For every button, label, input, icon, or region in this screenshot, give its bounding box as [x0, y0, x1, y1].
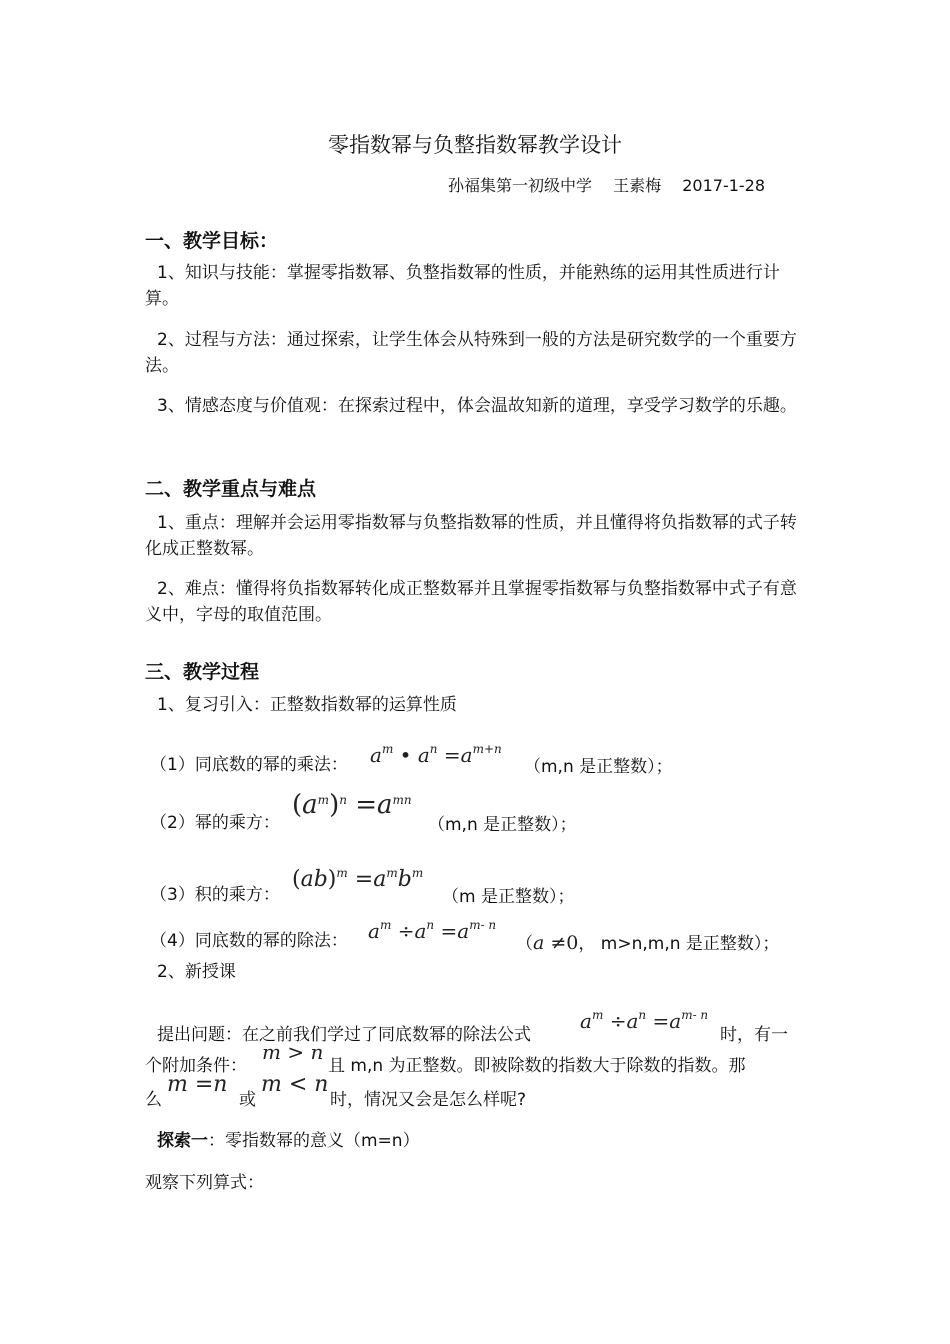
new-lesson-heading: 2、新授课 [157, 962, 236, 982]
rule-1-condition: （m,n 是正整数）； [524, 757, 673, 777]
question-text-3: 个附加条件： [145, 1056, 247, 1076]
objective-knowledge: 1、知识与技能：掌握零指数幂、负整指数幂的性质，并能熟练的运用其性质进行计算。 [145, 263, 780, 309]
rule-2-condition: （m,n 是正整数）； [428, 815, 577, 835]
observe-prompt: 观察下列算式： [145, 1173, 264, 1193]
rule-3-label: （3）积的乘方： [150, 885, 280, 905]
rule-4-label: （4）同底数的幂的除法： [150, 931, 348, 951]
explore-one-label: 探索一 [157, 1131, 208, 1151]
key-point: 1、重点：理解并会运用零指数幂与负整指数幂的性质，并且懂得将负指数幂的式子转化成正整数幂。 [145, 513, 797, 559]
section-heading-key-points: 二、教学重点与难点 [145, 478, 317, 500]
formula-a-not-zero: a ≠0 [533, 932, 579, 954]
question-text-2: 时，有一 [720, 1025, 788, 1045]
question-text-7: 时，情况又会是怎么样呢? [330, 1090, 527, 1110]
question-text-1: 提出问题：在之前我们学过了同底数幂的除法公式 [157, 1025, 531, 1045]
section-heading-objectives: 一、教学目标： [145, 230, 279, 252]
rule-4-condition-rest: ， m>n,m,n 是正整数）； [578, 934, 780, 954]
formula-m-equals-n: m =n [167, 1072, 228, 1097]
byline-school: 孙福集第一初级中学 [448, 176, 593, 195]
formula-m-greater-n: m > n [262, 1040, 324, 1064]
rule-1-label: （1）同底数的幂的乘法： [150, 755, 348, 775]
formula-product-of-powers: $a^m$ • $a^n =a^{m+n}$ [370, 742, 502, 767]
byline-date: 2017-1-28 [682, 176, 766, 195]
section-heading-process: 三、教学过程 [145, 661, 260, 683]
formula-power-of-power: $(a^m)^n =a^{mn}$ [292, 790, 412, 820]
byline [448, 173, 765, 196]
rule-4-condition-open: （ [516, 934, 533, 954]
objective-process: 2、过程与方法：通过探索，让学生体会从特殊到一般的方法是研究数学的一个重要方法。 [145, 330, 797, 376]
rule-3-condition: （m 是正整数）； [442, 887, 575, 907]
rule-2-label: （2）幂的乘方： [150, 813, 280, 833]
document-title: 零指数幂与负整指数幂教学设计 [328, 133, 622, 157]
question-text-4: 且 m,n 为正整数。即被除数的指数大于除数的指数。那 [328, 1056, 746, 1076]
formula-quotient-of-powers: $a^m \div a^n =a^{m- n}$ [368, 918, 497, 943]
question-text-6: 或 [239, 1090, 256, 1110]
difficult-point: 2、难点：懂得将负指数幂转化成正整数幂并且掌握零指数幂与负整指数幂中式子有意义中，字母的取值范围。 [145, 579, 797, 625]
rule-4-condition [516, 930, 779, 957]
explore-one [157, 1128, 420, 1154]
question-text-5: 么 [145, 1090, 162, 1110]
explore-one-text: ：零指数幂的意义（m=n） [208, 1131, 420, 1151]
byline-author: 王素梅 [613, 176, 662, 195]
formula-quotient-inline: $a^m \div a^n =a^{m- n}$ [580, 1008, 709, 1033]
review-intro: 1、复习引入：正整数指数幂的运算性质 [157, 695, 457, 715]
formula-m-less-n: m < n [261, 1072, 329, 1097]
formula-power-of-product: $(ab)^m =a^mb^m$ [292, 866, 424, 892]
objective-attitude: 3、情感态度与价值观：在探索过程中，体会温故知新的道理，享受学习数学的乐趣。 [157, 396, 797, 416]
